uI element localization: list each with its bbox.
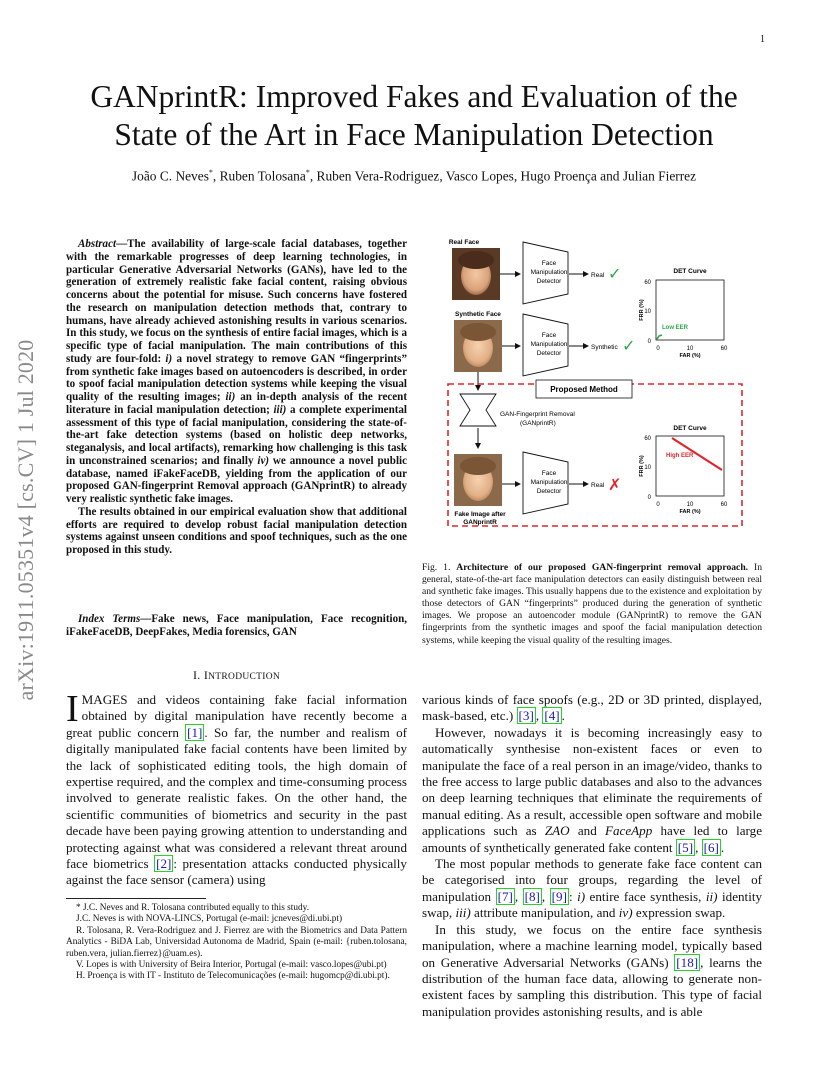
enum-marker: iv) [618, 905, 633, 921]
real-face-label: Real Face [448, 239, 480, 246]
fake-after-label: GANprintR [463, 519, 497, 526]
body-text: In this study, we focus on the entire face synthesis manipulation, where a machine learning model, typically based on Generative Adversarial Networks (GANs) [422, 921, 762, 970]
output-real-label: Real [591, 482, 605, 489]
fake-after-ganprintr-image [454, 454, 502, 506]
section-number: I. [192, 668, 204, 682]
detector-label: Detector [536, 488, 562, 495]
abstract-text: a complete experimental assessment of this type of facial manipulation, considering the state-of-the-art fake detection systems (based on holistic deep networks, steganalysis, and local artifacts), remarking how challenging is this task in unconstrained scenarios; and finally [66, 403, 407, 467]
caption-label: Fig. 1. [422, 562, 451, 573]
figure-1 [428, 232, 764, 532]
tick-label: 10 [644, 465, 651, 471]
drop-cap: I [66, 688, 79, 730]
footnote: R. Tolosana, R. Vera-Rodriguez and J. Fierrez are with the Biometrics and Data Pattern Analytics - BiDA Lab, Universidad Autonoma de Madrid, Spain (e-mail: {ruben.tolosana, ruben.vera, julian.fierrez}@uam.es). [66, 925, 407, 959]
equal-contribution-mark: * [305, 168, 310, 177]
page-number: 1 [760, 34, 765, 45]
detector-label: Face [541, 470, 557, 477]
tick-label: 60 [720, 502, 728, 508]
synthetic-face-label: Synthetic Face [455, 311, 501, 318]
body-text: MAGES and videos containing fake facial information obtained by digital manipulation have recently become a great public concern [66, 692, 407, 740]
tick-label: 60 [644, 280, 651, 286]
body-text: However, nowadays it is becoming increasingly easy to automatically synthesise non-existent faces or even to manipulate the face of a real person in an image/video, thanks to the free access to large public databases and also to the advances on deep learning techniques that eliminate the requirements of manual editing. As a result, accessible open software and mobile applications such as [422, 724, 762, 839]
footnote: V. Lopes is with University of Beira Interior, Portugal (e-mail: vasco.lopes@ubi.pt) [76, 960, 387, 971]
body-text: various kinds of face spoofs (e.g., 2D or 3D printed, displayed, mask-based, etc.) [422, 692, 762, 724]
tick-label: 0 [647, 495, 651, 501]
synthetic-face-image [454, 320, 502, 372]
citation-link[interactable]: [6] [703, 839, 719, 855]
enum-marker: iii) [273, 403, 287, 416]
detector-label: Detector [536, 350, 562, 357]
ganprintr-label: (GANprintR) [520, 420, 556, 427]
citation-link[interactable]: [18] [676, 954, 699, 970]
footnotes [66, 898, 407, 983]
abstract-label: Abstract [78, 238, 117, 250]
enum-marker: ii) [705, 888, 718, 904]
tick-label: 10 [686, 346, 694, 352]
body-text: entire face synthesis, [585, 888, 706, 904]
citation-link[interactable]: [8] [524, 888, 540, 904]
body-text: : presentation attacks conducted physically against the face sensor (camera) using [66, 856, 407, 888]
title-line-2: State of the Art in Face Manipulation Detection [114, 117, 714, 152]
cross-icon: ✗ [608, 477, 622, 494]
proposed-method-label: Proposed Method [550, 385, 618, 394]
enum-marker: i) [577, 888, 586, 904]
enum-marker: iii) [455, 905, 471, 921]
tick-label: 60 [644, 436, 651, 442]
body-text: . So far, the number and realism of digitally manipulated fake facial contents have been limited by the lack of sophisticated editing tools, the high domain of expertise required, and the complex and time-consuming process involved to generate realistic fakes. On the other hand, the scientific communities of biometrics and security in the past decade have been paying growing attention to understanding and protecting against what was considered a relevant threat around face biometrics [66, 724, 407, 872]
detector-label: Manipulation [530, 269, 568, 276]
caption-title: Architecture of our proposed GAN-fingerprint removal approach. [456, 562, 749, 573]
author-2: Ruben Tolosana [219, 168, 306, 184]
abstract-text: we announce a novel public database, named iFakeFaceDB, yielding from the application of our proposed GAN-fingerprint Removal approach (GANprintR) to already very realistic synthetic fake images. [66, 454, 407, 505]
title-line-1: GANprintR: Improved Fakes and Evaluation of the [90, 79, 738, 114]
body-text: expression swap. [632, 905, 726, 921]
section-heading [66, 668, 407, 683]
author-list: João C. Neves*, Ruben Tolosana*, Ruben Vera-Rodriguez, Vasco Lopes, Hugo Proença and Julian Fierrez [131, 168, 697, 184]
tick-label: 0 [656, 502, 660, 508]
det-curve-title: DET Curve [673, 425, 707, 432]
citation-link[interactable]: [4] [544, 708, 560, 724]
checkmark-icon: ✓ [608, 266, 622, 283]
abstract-paragraph-2: The results obtained in our empirical evaluation show that additional efforts are required to develop robust facial manipulation detection systems against unseen conditions and spoof techniques, such as the one proposed in this study. [66, 505, 407, 556]
fake-after-label: Fake Image after [454, 511, 506, 518]
footnote: H. Proença is with IT - Instituto de Telecomunicações (e-mail: hugomcp@di.ubi.pt). [76, 971, 390, 982]
app-name: ZAO [544, 823, 570, 839]
footnote-rule [66, 898, 206, 899]
tick-label: 0 [647, 339, 651, 345]
body-text: , [695, 839, 702, 855]
low-eer-label: Low EER [662, 325, 689, 331]
detector-label: Face [541, 260, 557, 267]
autoencoder-icon [460, 394, 496, 426]
abstract [66, 238, 407, 557]
tick-label: 10 [686, 502, 694, 508]
real-face-image [452, 248, 500, 300]
far-axis-label: FAR (%) [679, 509, 701, 515]
abstract-text: an in-depth analysis of the recent literature in facial manipulation detection; [66, 391, 407, 416]
app-name: FaceApp [605, 823, 653, 839]
body-text: . [720, 839, 725, 855]
intro-right-column: various kinds of face spoofs (e.g., 2D or 3D printed, displayed, mask-based, etc.) [3] , [4] . However, nowadays it is becoming increasingly easy to automatically synthesise non-existent faces or even to manipulate the face of a real person in an image/video, thanks to the free access to large public databases and also to the advances on deep learning techniques that eliminate the requirements of manual editing. As a result, accessible open software and mobile applications such as ZAO and FaceApp have led to large amounts of synthetically generated fake content [5] , [6] . The most popular methods to generate fake face content can be categorised into four groups, regarding the level of manipulation [7] , [8] , [9] : i) entire face synthesis, ii) identity swap, iii) attribute manipulation, and iv) expression swap. In this study, we focus on the entire face synthesis manipulation, where a machine learning model, typically based on Generative Adversarial Networks (GANs) [18] , learns the distribution of the human face data, allowing to generate non-existent faces by sampling this distribution. This type of facial manipulation provides astonishing results, and is able [422, 692, 763, 1019]
tick-label: 0 [656, 346, 660, 352]
citation-link[interactable]: [5] [677, 839, 694, 855]
abstract-text: a novel strategy to remove GAN “fingerprints” from synthetic fake images based on autoencoders is described, in order to spoof facial manipulation detection systems while keeping the visual quality of the resulting images; [66, 352, 407, 403]
far-axis-label: FAR (%) [679, 353, 701, 359]
index-terms-text: —Fake news, Face manipulation, Face recognition, iFakeFaceDB, DeepFakes, Media forensics, GAN [66, 613, 408, 638]
citation-link[interactable]: [1] [187, 724, 203, 740]
section-title-rest: NTRODUCTION [208, 672, 281, 682]
arxiv-sidebar [8, 270, 44, 770]
citation-link[interactable]: [2] [156, 856, 172, 872]
citation-link[interactable]: [7] [497, 888, 513, 904]
body-text: . [561, 708, 565, 724]
det-curve-title: DET Curve [673, 268, 707, 275]
body-text: , [535, 708, 543, 724]
body-text: attribute manipulation, and [470, 905, 619, 921]
det-plot-frame [656, 280, 724, 340]
index-terms-label: Index Terms [78, 613, 141, 625]
enum-marker: iv) [257, 454, 270, 467]
detector-label: Detector [536, 278, 562, 285]
enum-marker: ii) [225, 391, 236, 403]
body-text: , learns the distribution of the human face data, allowing to generate non-existent faces by sampling this distribution. This type of facial manipulation provides astonishing results, and is able [422, 954, 762, 1019]
frr-axis-label: FRR (%) [639, 455, 645, 477]
figure-caption [422, 562, 762, 647]
detector-label: Manipulation [530, 341, 568, 348]
abstract-text: —The availability of large-scale facial databases, together with the remarkable progresses of deep learning technologies, in particular Generative Adversarial Networks (GANs), have led to the generation of extremely realistic fake facial content, raising obvious concerns about the potential for misuse. Such concerns have fostered the research on manipulation detection methods that, contrary to humans, have already achieved astonishing results in various scenarios. In this study, we focus on the synthesis of entire facial images, which is a specific type of facial manipulation. The main contributions of this study are four-fold: [66, 238, 407, 365]
index-terms [66, 613, 407, 639]
checkmark-icon: ✓ [622, 338, 636, 355]
body-text: The most popular methods to generate fake face content can be categorised into four groups, regarding the level of manipulation [422, 856, 762, 904]
paper-title [40, 78, 788, 154]
equal-contribution-mark: * [208, 168, 213, 177]
citation-link[interactable]: [9] [551, 888, 567, 904]
enum-marker: i) [165, 352, 173, 365]
frr-axis-label: FRR (%) [639, 299, 645, 321]
body-text: : [568, 888, 578, 904]
section-title-initial: I [203, 668, 209, 682]
footnote: * J.C. Neves and R. Tolosana contributed equally to this study. [76, 903, 310, 913]
author-1: João C. Neves [131, 168, 209, 184]
ganprintr-label: GAN-Fingerprint Removal [500, 411, 575, 418]
tick-label: 60 [720, 346, 728, 352]
other-authors: , Ruben Vera-Rodriguez, Vasco Lopes, Hugo Proença and Julian Fierrez [309, 168, 697, 184]
output-synthetic-label: Synthetic [591, 344, 618, 351]
high-eer-label: High EER [666, 453, 694, 459]
caption-text: In general, state-of-the-art face manipulation detectors can easily distinguish between real and synthetic fake images. This usually happens due to the existence and exploitation by those detectors of GAN “fingerprints” produced during the generation of synthetic images. We propose an autoencoder module (GANprintR) to remove the GAN fingerprints from the synthetic images and spoof the facial manipulation detection systems, while keeping the visual quality of the resulting images. [422, 562, 762, 646]
body-text: have led to large amounts of synthetically generated fake content [422, 823, 763, 855]
tick-label: 10 [644, 309, 651, 315]
arxiv-identifier: arXiv:1911.05351v4 [cs.CV] 1 Jul 2020 [13, 339, 38, 701]
citation-link[interactable]: [3] [518, 708, 534, 724]
detector-label: Manipulation [530, 479, 568, 486]
body-text: and [569, 823, 605, 839]
architecture-diagram [428, 232, 764, 532]
intro-left-column [66, 688, 407, 889]
body-text: identity swap, [422, 888, 763, 921]
detector-label: Face [541, 332, 557, 339]
footnote: J.C. Neves is with NOVA-LINCS, Portugal (e-mail: jcneves@di.ubi.pt) [76, 914, 343, 925]
output-real-label: Real [591, 272, 605, 279]
